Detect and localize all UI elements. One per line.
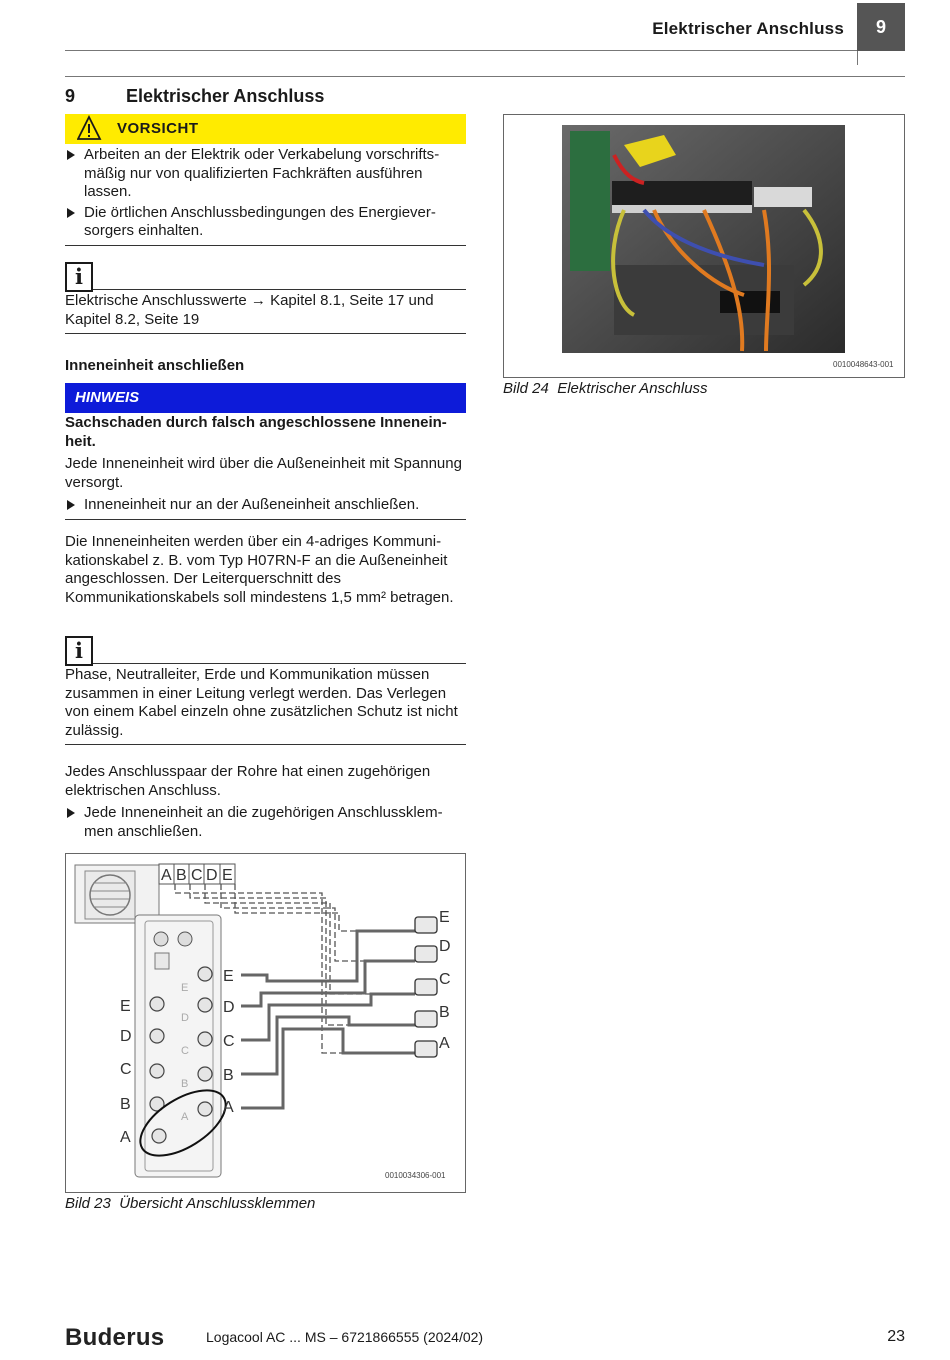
left-terminal-letter: C <box>120 1061 132 1078</box>
mid-terminal-letter: A <box>223 1099 234 1116</box>
info-end-rule <box>65 333 466 334</box>
warning-end-rule <box>65 245 466 246</box>
header-rule-lower <box>65 76 905 77</box>
info-block-2 <box>65 636 466 745</box>
terminal-letter: B <box>176 867 187 884</box>
unit-letter: D <box>181 1012 189 1024</box>
info-icon: i <box>65 262 93 292</box>
info-icon: i <box>65 636 93 666</box>
notice-end-rule <box>65 519 466 520</box>
mid-terminal-letter: C <box>223 1033 235 1050</box>
warning-block <box>65 114 466 246</box>
subheading: Inneneinheit anschließen <box>65 357 245 374</box>
section-title: Elektrischer Anschluss <box>126 86 325 106</box>
paragraph-pairs: Jedes Anschlusspaar der Rohre hat einen zugehörigen elektrischen Anschluss. Jede Inneneinheit an die zugehörigen Anschlussklemmen anschließen. <box>65 763 466 841</box>
header-rule <box>65 50 857 51</box>
left-terminal-letter: D <box>120 1028 132 1045</box>
left-terminal-letter: B <box>120 1096 131 1113</box>
page-number: 23 <box>887 1328 905 1345</box>
unit-letter: C <box>181 1045 189 1057</box>
running-header-title: Elektrischer Anschluss <box>652 19 844 38</box>
terminal-letter: A <box>161 867 172 884</box>
notice-bar <box>65 383 466 413</box>
figure-24-caption: Bild 24 Elektrischer Anschluss <box>503 380 708 397</box>
paragraph-cable: Die Inneneinheiten werden über ein 4-adriges Kommunikationskabel z. B. vom Typ H07RN-F an die Außeneinheit angeschlossen. Der Leiterquerschnitt des Kommunikationskabels soll mindestens 1,5 mm² betragen. <box>65 533 454 606</box>
figure-code: 0010034306-001 <box>385 1171 446 1180</box>
indoor-unit-letter: E <box>439 909 450 926</box>
info-header <box>65 262 466 292</box>
figure-code: 0010048643-001 <box>833 360 894 369</box>
warning-bar <box>65 114 466 144</box>
warning-item: Arbeiten an der Elektrik oder Verkabelung vorschriftsmäßig nur von qualifizierten Fachkräften ausführen lassen. <box>65 146 466 202</box>
indoor-unit-letter: C <box>439 971 451 988</box>
mid-terminal-letter: D <box>223 999 235 1016</box>
mid-terminal-letter: E <box>223 968 234 985</box>
notice-block <box>65 383 466 520</box>
info-end-rule <box>65 744 466 745</box>
info-text: Phase, Neutralleiter, Erde und Kommunikation müssen zusammen in einer Leitung verlegt werden. Das Verlegen von einem Kabel einzeln ohne zusätzlichen Schutz ist nicht zulässig. <box>65 666 458 739</box>
notice-title: Sachschaden durch falsch angeschlossene Inneneinheit. <box>65 414 447 450</box>
notice-label: HINWEIS <box>75 389 140 406</box>
section-number: 9 <box>65 86 76 106</box>
unit-letter: B <box>181 1078 189 1090</box>
indoor-unit-letter: D <box>439 938 451 955</box>
brand-logo: Buderus <box>65 1324 165 1351</box>
document-reference: Logacool AC ... MS – 6721866555 (2024/02) <box>206 1329 484 1345</box>
chapter-number-tab: 9 <box>857 3 905 51</box>
terminal-letter: C <box>191 867 203 884</box>
mid-terminal-letter: B <box>223 1067 234 1084</box>
paragraph-bullet: Jede Inneneinheit an die zugehörigen Anschlussklemmen anschließen. <box>65 804 466 841</box>
info-block-1 <box>65 262 466 334</box>
wiring-photo <box>504 115 904 377</box>
notice-bullet: Inneneinheit nur an der Außeneinheit anschließen. <box>65 496 466 515</box>
figure-24-frame <box>503 114 905 378</box>
indoor-unit-letter: B <box>439 1004 450 1021</box>
warning-label: VORSICHT <box>117 120 199 137</box>
warning-triangle-icon <box>77 115 111 143</box>
header-tick <box>857 51 858 65</box>
warning-item: Die örtlichen Anschlussbedingungen des Energieversorgers einhalten. <box>65 204 466 241</box>
info-text: Elektrische Anschlusswerte → Kapitel 8.1, Seite 17 und Kapitel 8.2, Seite 19 <box>65 292 434 328</box>
terminal-letter: D <box>206 867 218 884</box>
info-header <box>65 636 466 666</box>
unit-letter: A <box>181 1111 189 1123</box>
unit-letter: E <box>181 982 189 994</box>
notice-text: Jede Inneneinheit wird über die Außeneinheit mit Spannung versorgt. <box>65 455 462 491</box>
left-terminal-letter: E <box>120 998 131 1015</box>
left-terminal-letter: A <box>120 1129 131 1146</box>
figure-23-caption: Bild 23 Übersicht Anschlussklemmen <box>65 1195 316 1212</box>
figure-23-connection-diagram <box>65 853 466 1193</box>
terminal-letter: E <box>222 867 233 884</box>
indoor-unit-letter: A <box>439 1035 450 1052</box>
